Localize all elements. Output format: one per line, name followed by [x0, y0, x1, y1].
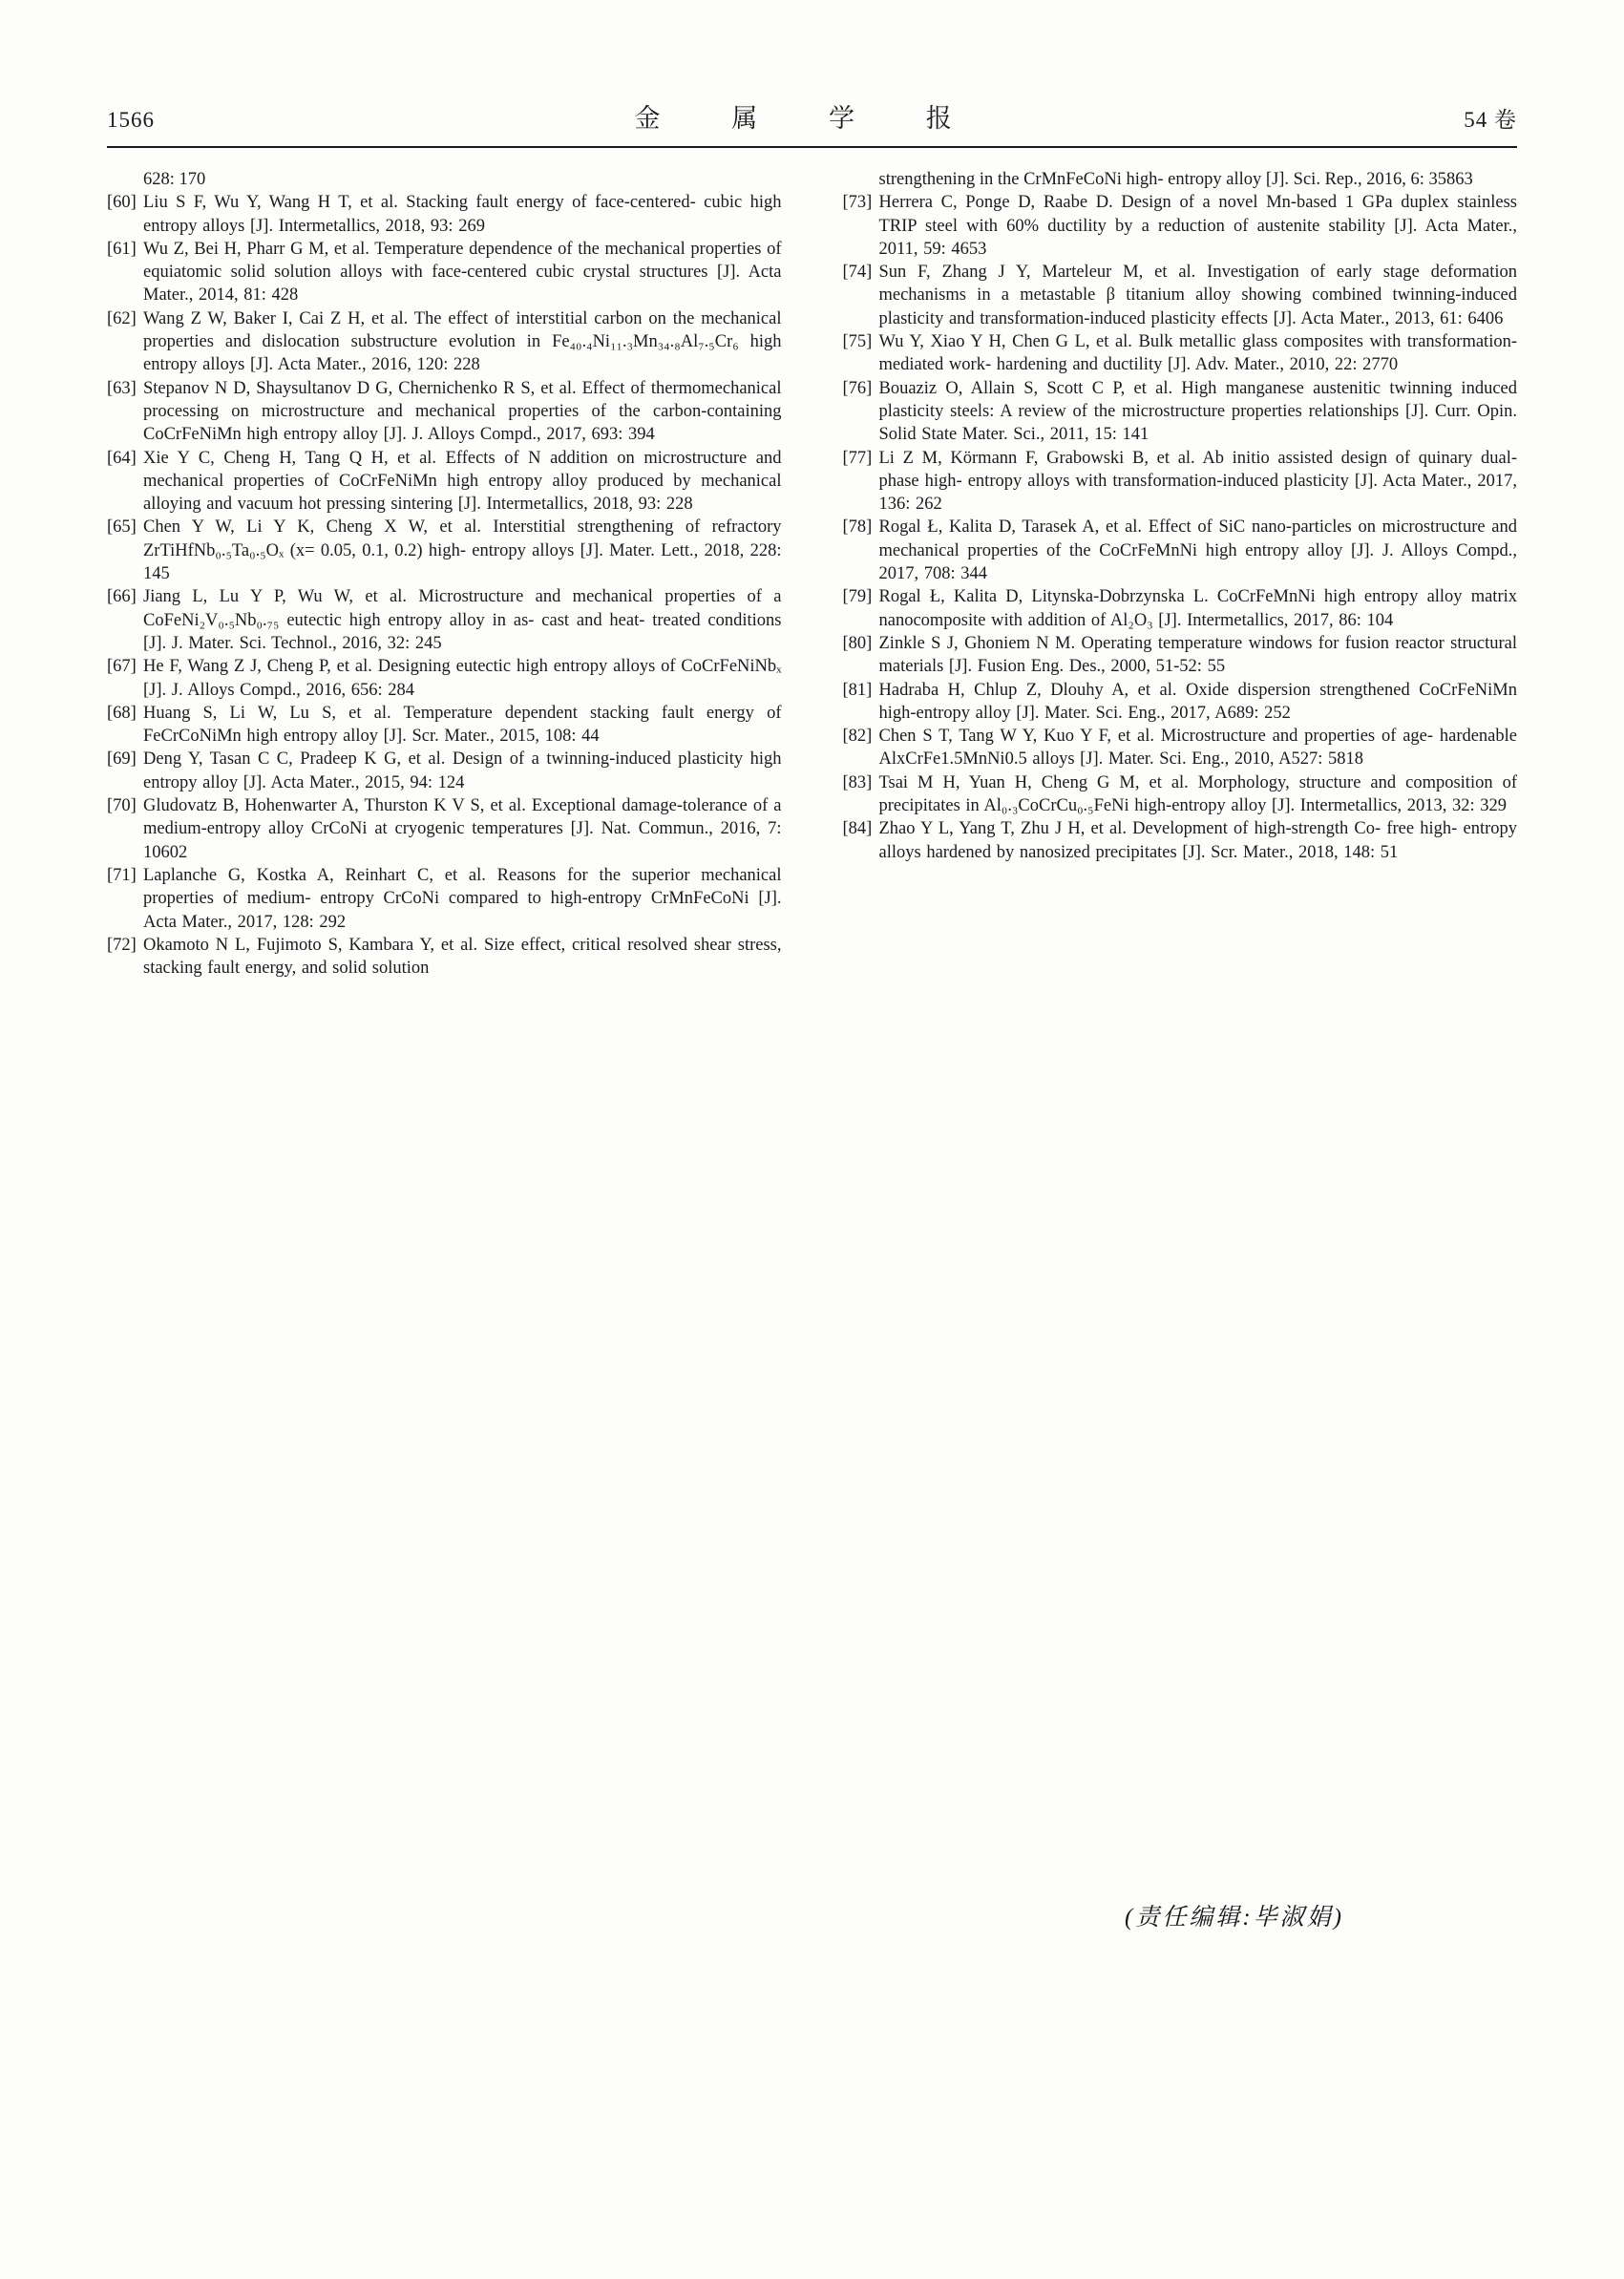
reference-item [843, 330, 1518, 377]
reference-text: Laplanche G, Kostka A, Reinhart C, et al. Reasons for the superior mechanical properties of medium- entropy CrCoNi compared to high-entropy CrMnFeCoNi [J]. Acta Mater., 2017, 128: 292 [143, 865, 782, 932]
reference-text: Tsai M H, Yuan H, Cheng G M, et al. Morphology, structure and composition of precipitates in Al₀.₃CoCrCu₀.₅FeNi high-entropy alloy [J]. Intermetallics, 2013, 32: 329 [878, 772, 1517, 816]
reference-item [843, 261, 1518, 330]
reference-number: [72] [107, 935, 137, 955]
reference-number: [83] [842, 772, 873, 792]
reference-text: Deng Y, Tasan C C, Pradeep K G, et al. Design of a twinning-induced plasticity high entropy alloy [J]. Acta Mater., 2015, 94: 124 [143, 749, 782, 792]
reference-text: Zhao Y L, Yang T, Zhu J H, et al. Development of high-strength Co- free high- entropy alloys hardened by nanosized precipitates [J]. Scr. Mater., 2018, 148: 51 [878, 819, 1517, 862]
reference-item [107, 655, 782, 702]
reference-text: Liu S F, Wu Y, Wang H T, et al. Stacking fault energy of face-centered- cubic high entropy alloys [J]. Intermetallics, 2018, 93: 269 [143, 193, 782, 236]
reference-text: Zinkle S J, Ghoniem N M. Operating temperature windows for fusion reactor structural materials [J]. Fusion Eng. Des., 2000, 51-52: 55 [878, 633, 1517, 677]
reference-number: [60] [107, 193, 137, 213]
reference-number: [80] [842, 633, 873, 653]
journal-title: 金 属 学 报 [634, 104, 984, 133]
reference-item [843, 377, 1518, 447]
reference-number: [82] [842, 727, 873, 747]
reference-number: [63] [107, 378, 137, 398]
reference-item [843, 725, 1518, 771]
reference-item [107, 585, 782, 655]
reference-number: [73] [842, 193, 873, 213]
reference-item [843, 516, 1518, 585]
references-body [107, 168, 1517, 980]
reference-text: Wang Z W, Baker I, Cai Z H, et al. The effect of interstitial carbon on the mechanical properties and dislocation substructure evolution in Fe₄₀.₄Ni₁₁.₃Mn₃₄.₈Al₇.₅Cr₆ high entropy alloys [J]. Acta Mater., 2016, 120: 228 [143, 308, 782, 375]
reference-item [843, 817, 1518, 864]
reference-number: [70] [107, 796, 137, 816]
reference-number: [66] [107, 587, 137, 607]
reference-number: [62] [107, 308, 137, 328]
reference-item [843, 632, 1518, 679]
reference-item [107, 377, 782, 447]
reference-number: [75] [842, 332, 873, 352]
reference-number: [78] [842, 517, 873, 538]
reference-number: [84] [842, 819, 873, 839]
reference-item [843, 679, 1518, 726]
reference-number: [81] [842, 680, 873, 700]
reference-item [843, 447, 1518, 517]
editor-note: (责任编辑:毕淑娟) [1125, 1905, 1344, 1931]
reference-item [107, 191, 782, 238]
reference-item [107, 307, 782, 377]
reference-text: Rogal Ł, Kalita D, Tarasek A, et al. Effect of SiC nano-particles on microstructure and mechanical properties of the CoCrFeMnNi high entropy alloy [J]. J. Alloys Compd., 2017, 708: 344 [878, 517, 1517, 584]
reference-text: Herrera C, Ponge D, Raabe D. Design of a novel Mn-based 1 GPa duplex stainless TRIP steel with 60% ductility by a reduction of austenite stability [J]. Acta Mater., 2011, 59: 4653 [878, 193, 1517, 259]
reference-text: Huang S, Li W, Lu S, et al. Temperature dependent stacking fault energy of FeCrCoNiMn high entropy alloy [J]. Scr. Mater., 2015, 108: 44 [143, 703, 782, 747]
reference-text: Wu Y, Xiao Y H, Chen G L, et al. Bulk metallic glass composites with transformation- mediated work- hardening and ductility [J]. Adv. Mater., 2010, 22: 2770 [878, 332, 1517, 375]
reference-number: [68] [107, 703, 137, 723]
volume-label: 54 卷 [1464, 108, 1517, 132]
reference-list-left [107, 191, 782, 980]
reference-text: Jiang L, Lu Y P, Wu W, et al. Microstructure and mechanical properties of a CoFeNi₂V₀.₅Nb₀.₇₅ eutectic high entropy alloy in as- cast and heat- treated conditions [J]. J. Mater. Sci. Technol., 2016, 32: 245 [143, 587, 782, 653]
reference-text: Chen S T, Tang W Y, Kuo Y F, et al. Microstructure and properties of age- hardenable AlxCrFe1.5MnNi0.5 alloys [J]. Mater. Sci. Eng., 2010, A527: 5818 [878, 727, 1517, 770]
reference-text: Xie Y C, Cheng H, Tang Q H, et al. Effects of N addition on microstructure and mechanical properties of CoCrFeNiMn high entropy alloy produced by mechanical alloying and vacuum hot pressing sintering [J]. Intermetallics, 2018, 93: 228 [143, 448, 782, 515]
reference-list-right [843, 191, 1518, 864]
reference-item [107, 702, 782, 749]
reference-number: [61] [107, 239, 137, 259]
reference-item [843, 191, 1518, 261]
reference-item [107, 794, 782, 864]
reference-continuation-left: 628: 170 [143, 170, 206, 189]
reference-text: Chen Y W, Li Y K, Cheng X W, et al. Interstitial strengthening of refractory ZrTiHfNb₀.₅Ta₀.₅Oₓ (x= 0.05, 0.1, 0.2) high- entropy alloys [J]. Mater. Lett., 2018, 228: 145 [143, 517, 782, 584]
reference-text: He F, Wang Z J, Cheng P, et al. Designing eutectic high entropy alloys of CoCrFeNiNbₓ [J]. J. Alloys Compd., 2016, 656: 284 [143, 657, 782, 700]
reference-item [107, 516, 782, 585]
reference-number: [76] [842, 378, 873, 398]
reference-number: [79] [842, 587, 873, 607]
reference-item [843, 585, 1518, 632]
reference-text: Li Z M, Körmann F, Grabowski B, et al. Ab initio assisted design of quinary dual- phase high- entropy alloys with transformation-induced plasticity [J]. Acta Mater., 2017, 136: 262 [878, 448, 1517, 515]
reference-text: Rogal Ł, Kalita D, Litynska-Dobrzynska L. CoCrFeMnNi high entropy alloy matrix nanocomposite with addition of Al₂O₃ [J]. Intermetallics, 2017, 86: 104 [878, 587, 1517, 630]
right-column [843, 168, 1518, 980]
reference-item [107, 934, 782, 981]
reference-number: [74] [842, 263, 873, 283]
reference-number: [67] [107, 657, 137, 677]
reference-number: [71] [107, 865, 137, 885]
reference-number: [65] [107, 517, 137, 538]
reference-text: Bouaziz O, Allain S, Scott C P, et al. High manganese austenitic twinning induced plasticity steels: A review of the microstructure properties relationships [J]. Curr. Opin. Solid State Mater. Sci., 2011, 15: 141 [878, 378, 1517, 445]
reference-item [107, 864, 782, 934]
reference-text: Wu Z, Bei H, Pharr G M, et al. Temperature dependence of the mechanical properties of equiatomic solid solution alloys with face-centered cubic crystal structures [J]. Acta Mater., 2014, 81: 428 [143, 239, 782, 306]
reference-continuation-right: strengthening in the CrMnFeCoNi high- entropy alloy [J]. Sci. Rep., 2016, 6: 35863 [878, 170, 1473, 189]
page-header [107, 97, 1517, 135]
reference-number: [64] [107, 448, 137, 468]
reference-item [843, 771, 1518, 818]
reference-text: Okamoto N L, Fujimoto S, Kambara Y, et al. Size effect, critical resolved shear stress, stacking fault energy, and solid solution [143, 935, 782, 979]
reference-item [107, 748, 782, 794]
reference-number: [69] [107, 749, 137, 770]
reference-text: Stepanov N D, Shaysultanov D G, Chernichenko R S, et al. Effect of thermomechanical processing on microstructure and mechanical properties of the carbon-containing CoCrFeNiMn high entropy alloy [J]. J. Alloys Compd., 2017, 693: 394 [143, 378, 782, 445]
reference-text: Gludovatz B, Hohenwarter A, Thurston K V S, et al. Exceptional damage-tolerance of a medium-entropy alloy CrCoNi at cryogenic temperatures [J]. Nat. Commun., 2016, 7: 10602 [143, 796, 782, 862]
page-number: 1566 [107, 108, 155, 132]
reference-text: Sun F, Zhang J Y, Marteleur M, et al. Investigation of early stage deformation mechanisms in a metastable β titanium alloy showing combined twinning-induced plasticity and transformation-induced plasticity effects [J]. Acta Mater., 2013, 61: 6406 [878, 263, 1517, 328]
reference-item [107, 447, 782, 517]
header-divider [107, 146, 1517, 148]
reference-item [107, 238, 782, 307]
reference-text: Hadraba H, Chlup Z, Dlouhy A, et al. Oxide dispersion strengthened CoCrFeNiMn high-entropy alloy [J]. Mater. Sci. Eng., 2017, A689: 252 [878, 680, 1517, 723]
reference-number: [77] [842, 448, 873, 468]
left-column [107, 168, 782, 980]
